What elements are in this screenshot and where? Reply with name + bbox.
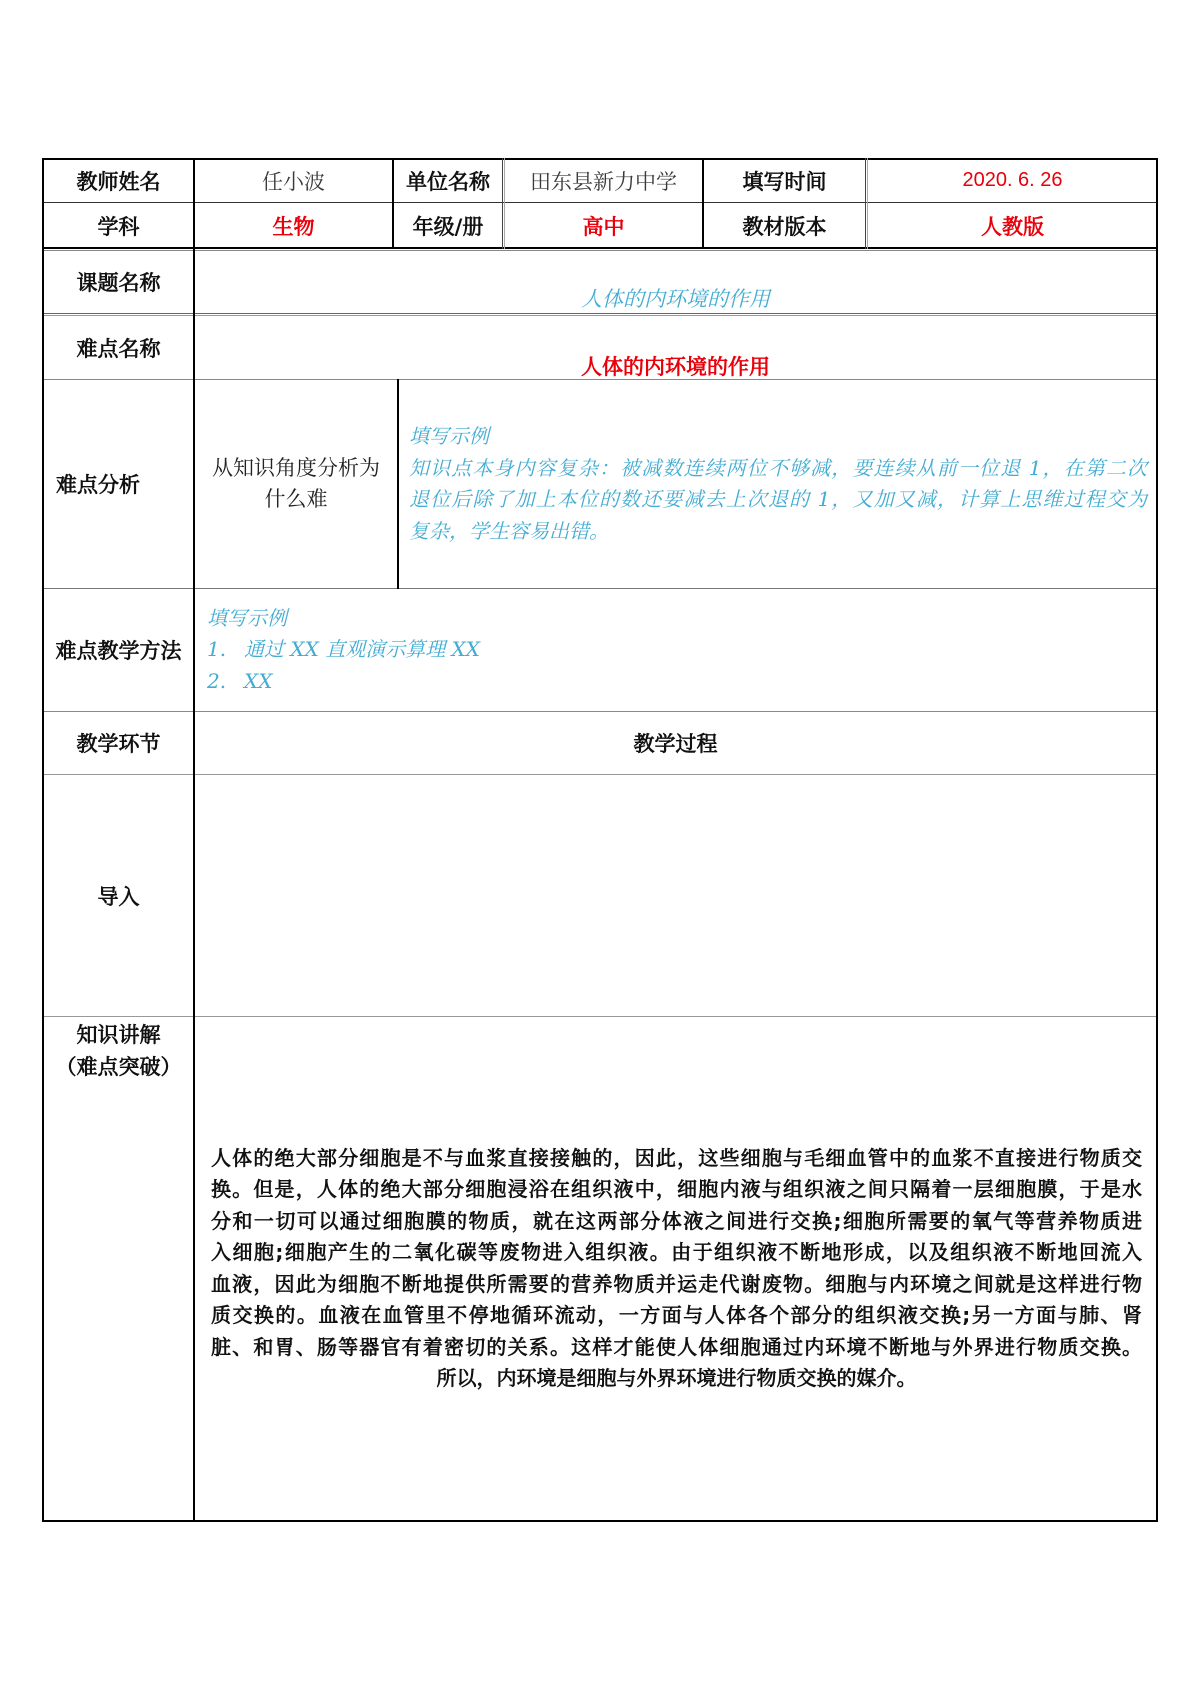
grid-line — [392, 158, 394, 249]
grid-line — [193, 158, 195, 1522]
explanation-content — [195, 1017, 1156, 1520]
explanation-line: 质交换的。血液在血管里不停地循环流动，一方面与人体各个部分的组织液交换;另一方面与肺、肾 — [211, 1303, 1142, 1327]
analysis-example-line: 知识点本身内容复杂：被减数连续两位不够减，要连续从前一位退 1，在第二次 — [409, 455, 1147, 480]
grid-line — [702, 158, 704, 249]
subject-label: 学科 — [97, 214, 140, 239]
fill-date-value: 2020. 6. 26 — [962, 169, 1063, 191]
grid-line — [1156, 158, 1158, 1522]
difficulty-name-label: 难点名称 — [76, 336, 161, 361]
grid-line — [43, 315, 1158, 316]
intro-label: 导入 — [97, 884, 140, 909]
grid-line — [43, 711, 1158, 712]
intro-content — [195, 775, 1156, 1016]
grid-line — [43, 588, 1158, 589]
teacher-name-label: 教师姓名 — [76, 169, 161, 194]
difficulty-name-cell — [195, 316, 1156, 379]
method-item-text: 通过 XX 直观演示算理 XX — [244, 637, 481, 662]
analysis-example-line: 复杂，学生容易出错。 — [409, 518, 609, 543]
subject-value: 生物 — [272, 214, 315, 239]
teacher-name-value: 任小波 — [262, 169, 325, 194]
analysis-example-line: 退位后除了加上本位的数还要减去上次退的 1，又加又减，计算上思维过程交为 — [409, 487, 1147, 511]
grid-line — [43, 313, 1158, 314]
explanation-label: 知识讲解 — [76, 1023, 161, 1047]
teaching-method-block — [195, 589, 1156, 711]
fill-date-label: 填写时间 — [742, 169, 827, 194]
teaching-stage-header: 教学环节 — [76, 732, 161, 756]
analysis-example-block — [399, 380, 1156, 588]
grid-line — [397, 379, 399, 589]
grid-line — [43, 202, 1158, 203]
explanation-sublabel: （难点突破） — [55, 1055, 182, 1079]
difficulty-analysis-label: 难点分析 — [56, 473, 140, 497]
unit-name-label: 单位名称 — [406, 169, 490, 194]
analysis-prompt: 从知识角度分析为什么难 — [212, 456, 380, 511]
grid-line — [502, 158, 503, 249]
grid-line — [43, 1016, 1158, 1017]
explanation-line: 脏、和胃、肠等器官有着密切的关系。这样才能使人体细胞通过内环境不断地与外界进行物质交换。 — [211, 1334, 1142, 1359]
topic-cell — [195, 251, 1156, 313]
grid-line — [42, 158, 44, 1522]
method-item-text: XX — [244, 668, 273, 693]
unit-name-value: 田东县新力中学 — [530, 169, 677, 194]
method-example-heading: 填写示例 — [207, 605, 287, 630]
textbook-edition-value: 人教版 — [981, 214, 1044, 239]
explanation-line: 换。但是，人体的绝大部分细胞浸浴在组织液中，细胞内液与组织液之间只隔着一层细胞膜，于是水 — [211, 1177, 1142, 1201]
grid-line — [865, 158, 866, 249]
explanation-line: 入细胞;细胞产生的二氧化碳等废物进入组织液。由于组织液不断地形成，以及组织液不断地回流入 — [211, 1240, 1142, 1264]
method-list-item — [207, 666, 272, 698]
explanation-line: 血液，因此为细胞不断地提供所需要的营养物质并运走代谢废物。细胞与内环境之间就是这样进行物 — [211, 1271, 1142, 1296]
teaching-process-header: 教学过程 — [633, 732, 718, 756]
grade-label: 年级/册 — [412, 214, 484, 239]
grade-value: 高中 — [582, 214, 625, 239]
explanation-line: 所以，内环境是细胞与外界环境进行物质交换的媒介。 — [436, 1366, 917, 1390]
grid-line — [867, 158, 868, 249]
grid-line — [43, 379, 1158, 380]
analysis-example-heading: 填写示例 — [409, 424, 489, 448]
method-item-number: 1. — [207, 637, 227, 662]
explanation-line: 人体的绝大部分细胞是不与血浆直接接触的，因此，这些细胞与毛细血管中的血浆不直接进行物质交 — [211, 1145, 1142, 1170]
grid-line — [43, 158, 1158, 160]
topic-label: 课题名称 — [76, 271, 161, 295]
teaching-method-label: 难点教学方法 — [55, 639, 182, 663]
grid-line — [504, 158, 505, 249]
grid-line — [43, 1520, 1158, 1522]
method-item-number: 2. — [207, 668, 227, 693]
grid-line — [43, 250, 1158, 251]
grid-line — [43, 247, 1158, 249]
method-list-item — [207, 634, 480, 666]
grid-line — [43, 774, 1158, 775]
explanation-label-cell — [44, 1017, 193, 1520]
explanation-line: 分和一切可以通过细胞膜的物质，就在这两部分体液之间进行交换;细胞所需要的氧气等营养物质进 — [211, 1208, 1142, 1233]
textbook-edition-label: 教材版本 — [742, 214, 827, 239]
difficulty-name-value: 人体的内环境的作用 — [581, 354, 770, 379]
topic-value: 人体的内环境的作用 — [581, 287, 770, 311]
